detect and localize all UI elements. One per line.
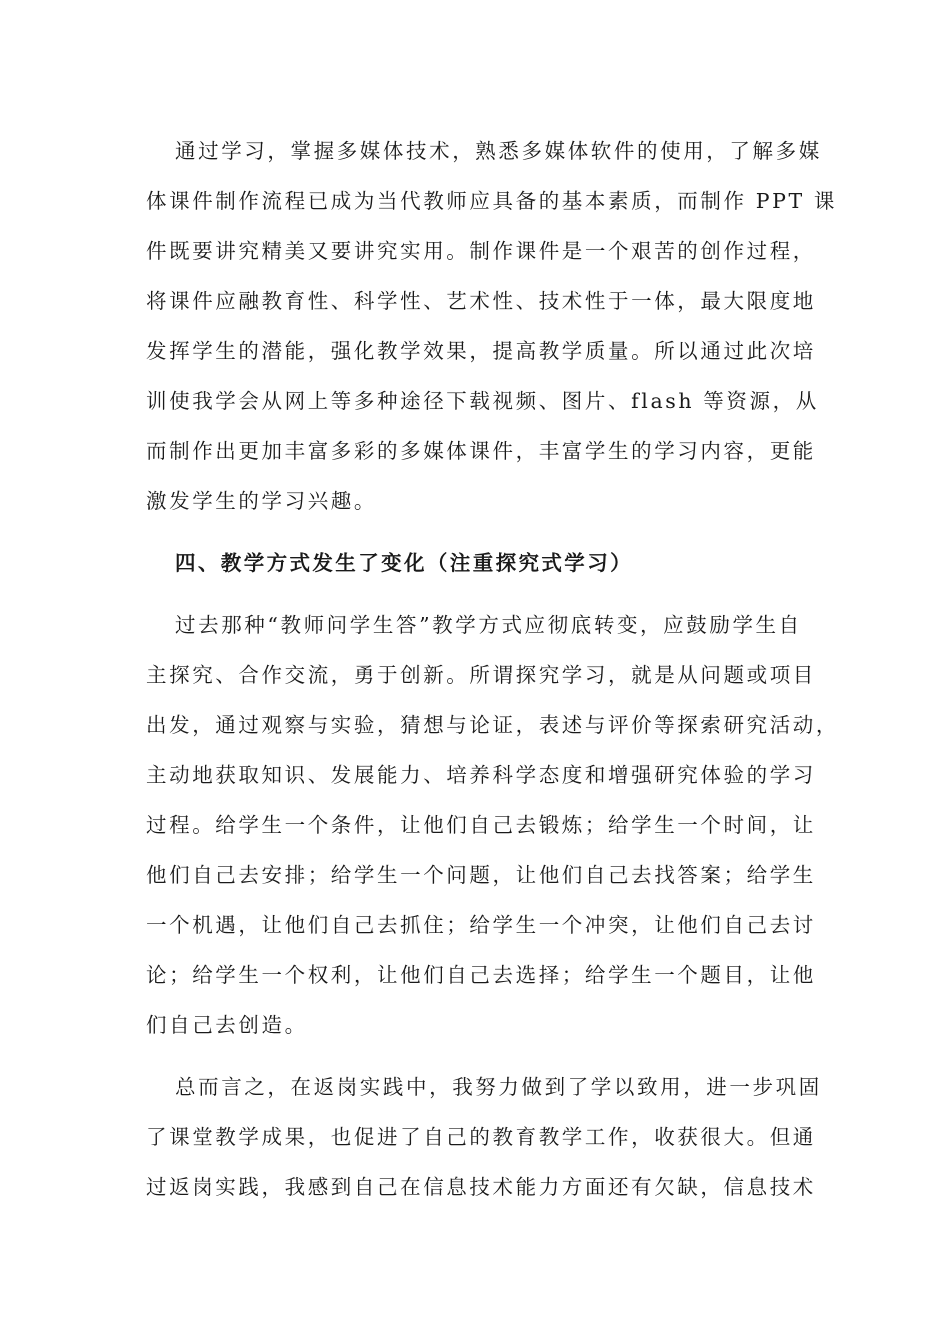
paragraph-line: 了课堂教学成果，也促进了自己的教育教学工作，收获很大。但通 — [146, 1125, 816, 1149]
paragraph-line: 发挥学生的潜能，强化教学效果，提高教学质量。所以通过此次培 — [146, 339, 816, 363]
paragraph-line: 激发学生的学习兴趣。 — [146, 489, 377, 513]
paragraph-inquiry-learning — [146, 600, 839, 1050]
document-body — [146, 126, 839, 1212]
paragraph-multimedia-skills — [146, 126, 837, 526]
section-heading-4: 四、教学方式发生了变化（注重探究式学习） — [175, 551, 633, 575]
paragraph-line: 而制作出更加丰富多彩的多媒体课件，丰富学生的学习内容，更能 — [146, 439, 816, 463]
paragraph-line: 过返岗实践，我感到自己在信息技术能力方面还有欠缺，信息技术 — [146, 1175, 816, 1199]
paragraph-line: 件既要讲究精美又要讲究实用。制作课件是一个艰苦的创作过程， — [146, 239, 816, 263]
paragraph-summary — [146, 1062, 822, 1212]
paragraph-line: 体课件制作流程已成为当代教师应具备的基本素质，而制作 PPT 课 — [146, 189, 837, 213]
paragraph-line: 通过学习，掌握多媒体技术，熟悉多媒体软件的使用，了解多媒 — [175, 139, 822, 163]
paragraph-line: 主动地获取知识、发展能力、培养科学态度和增强研究体验的学习 — [146, 763, 816, 787]
paragraph-line: 出发，通过观察与实验，猜想与论证，表述与评价等探索研究活动， — [146, 713, 839, 737]
paragraph-line: 他们自己去安排；给学生一个问题，让他们自己去找答案；给学生 — [146, 863, 816, 887]
paragraph-line: 主探究、合作交流，勇于创新。所谓探究学习，就是从问题或项目 — [146, 663, 816, 687]
paragraph-line: 一个机遇，让他们自己去抓住；给学生一个冲突，让他们自己去讨 — [146, 913, 816, 937]
paragraph-gap — [146, 588, 816, 600]
paragraph-line: 论；给学生一个权利，让他们自己去选择；给学生一个题目，让他 — [146, 963, 816, 987]
paragraph-line: 们自己去创造。 — [146, 1013, 308, 1037]
paragraph-gap — [146, 526, 816, 538]
paragraph-line: 过程。给学生一个条件，让他们自己去锻炼；给学生一个时间，让 — [146, 813, 816, 837]
paragraph-gap — [146, 1050, 816, 1062]
paragraph-line: 训使我学会从网上等多种途径下载视频、图片、flash 等资源，从 — [146, 389, 819, 413]
paragraph-line: 总而言之，在返岗实践中，我努力做到了学以致用，进一步巩固 — [175, 1075, 822, 1099]
paragraph-line: 过去那种“教师问学生答”教学方式应彻底转变，应鼓励学生自 — [175, 613, 802, 637]
paragraph-line: 将课件应融教育性、科学性、艺术性、技术性于一体，最大限度地 — [146, 289, 816, 313]
